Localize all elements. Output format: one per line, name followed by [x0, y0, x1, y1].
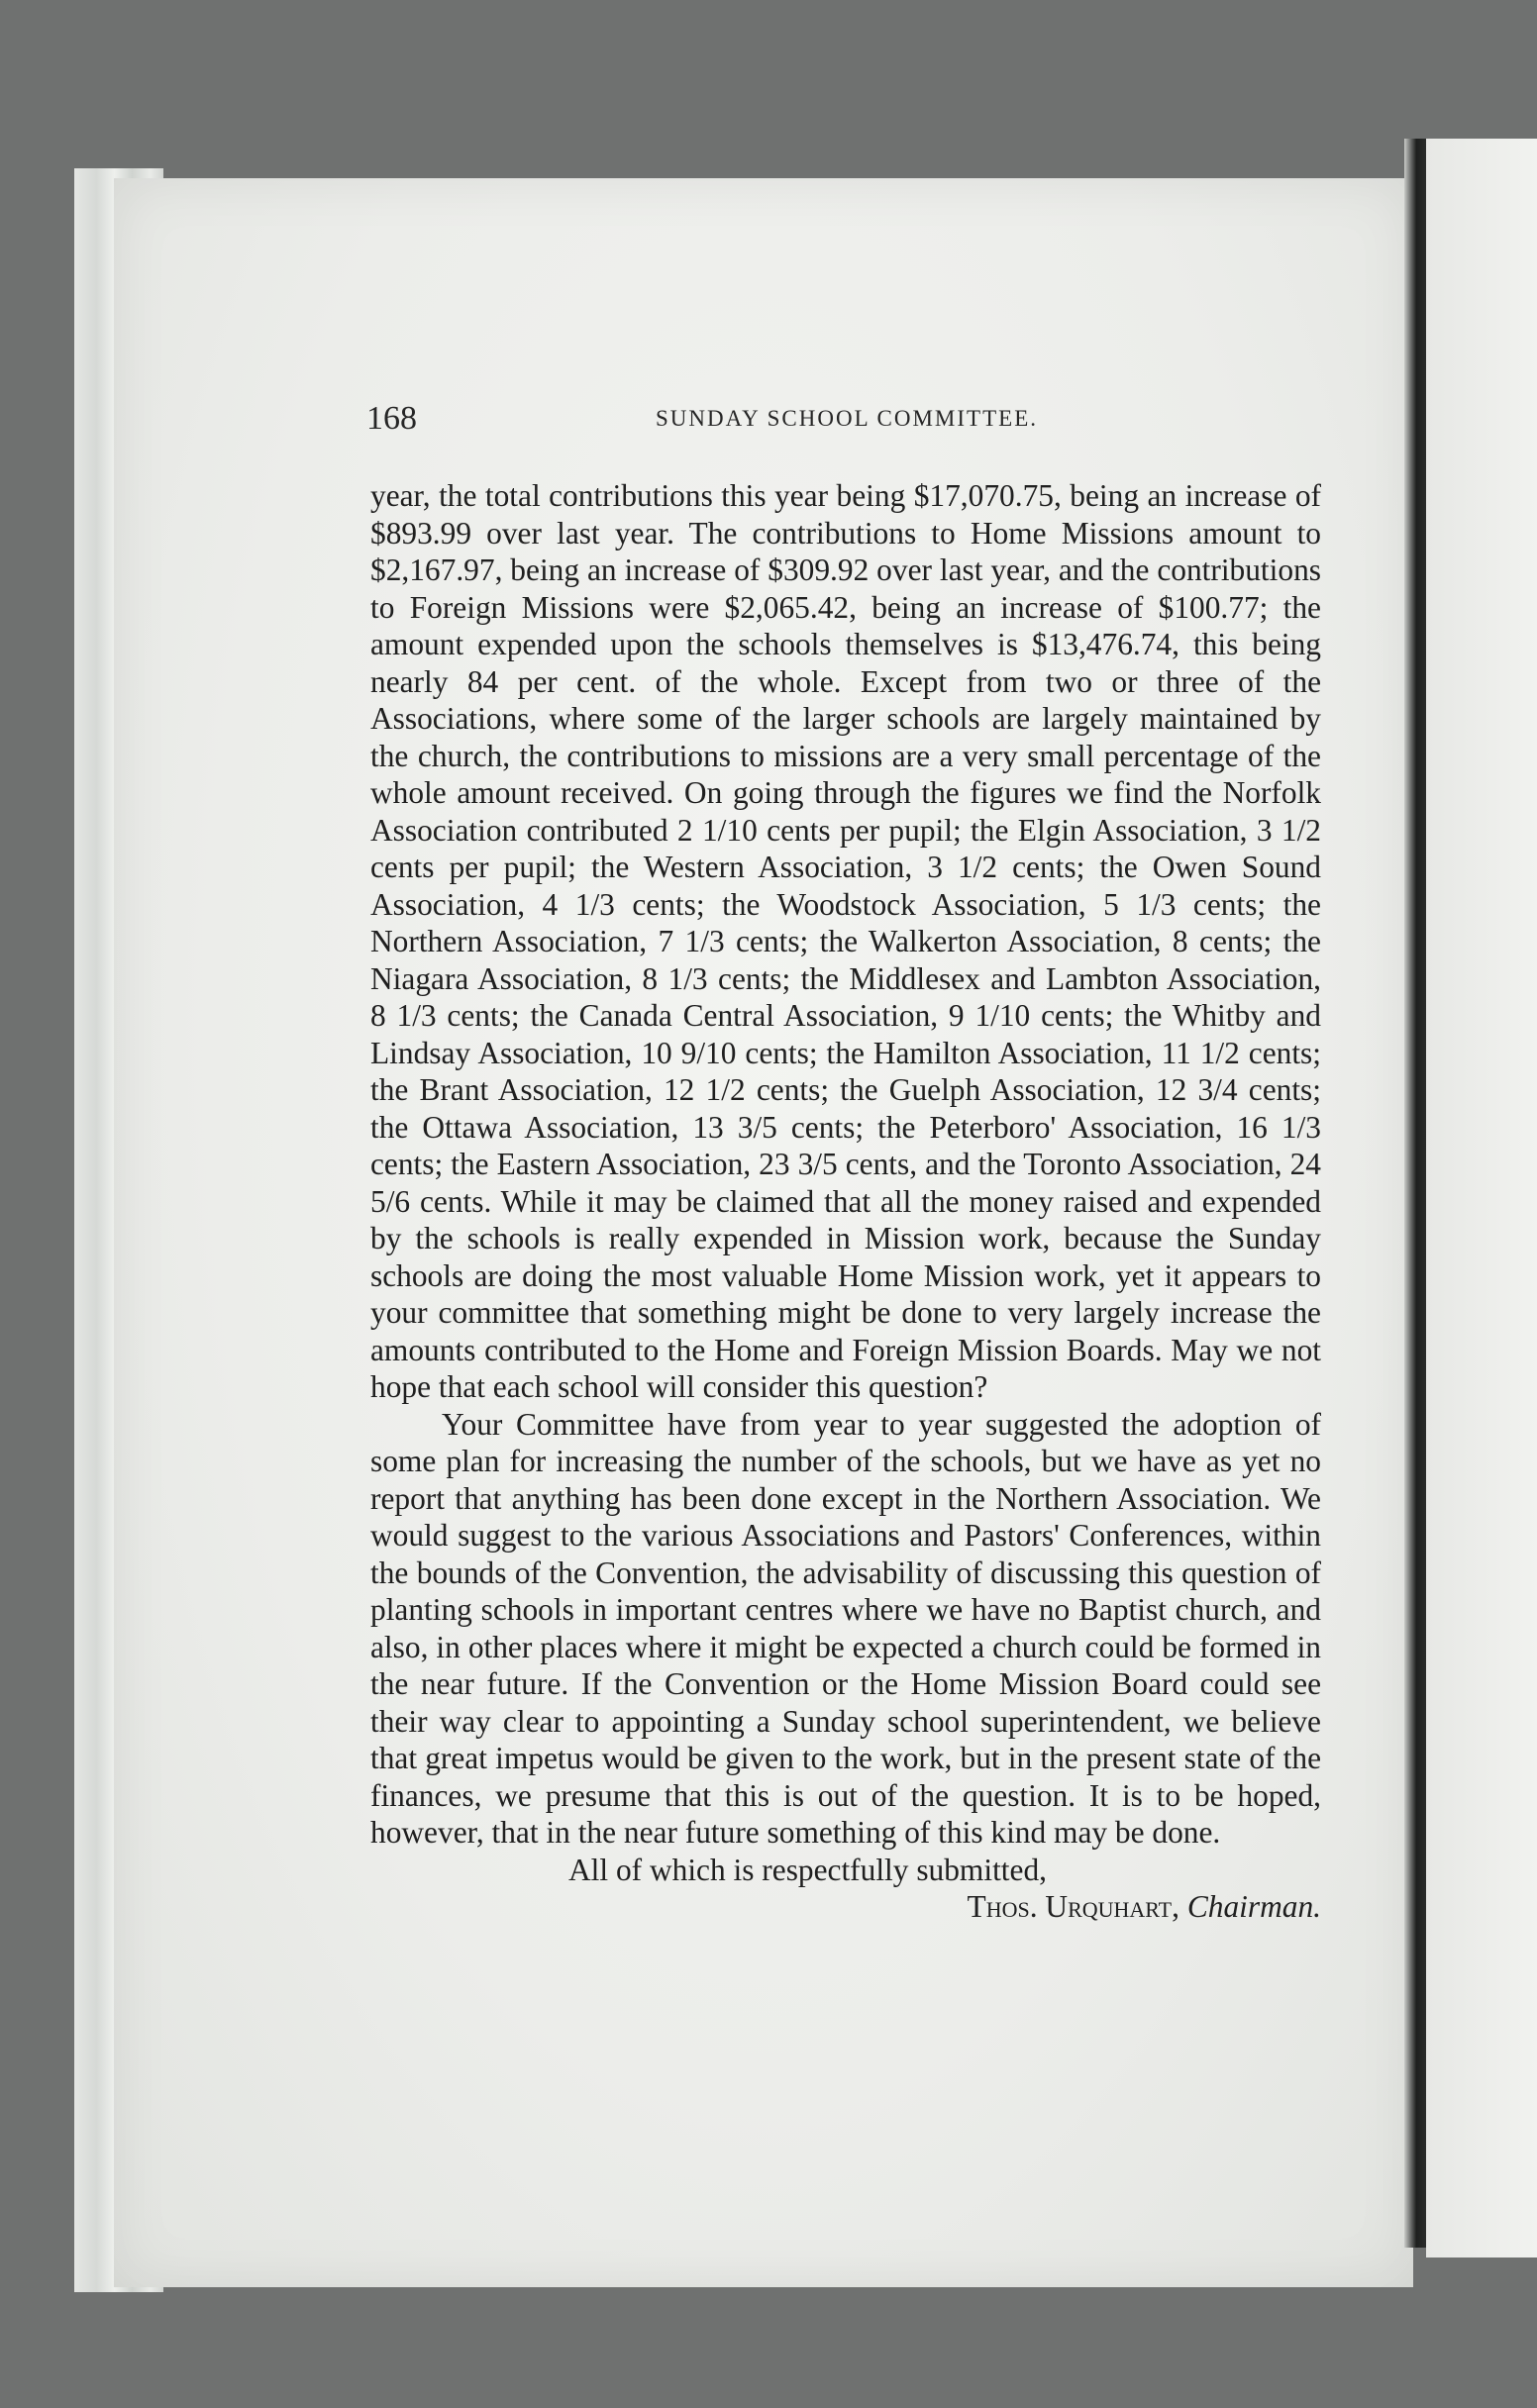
running-head: SUNDAY SCHOOL COMMITTEE. [656, 406, 1038, 431]
page-header [366, 400, 1327, 450]
paragraph-new-schools: Your Committee have from year to year suggested the adoption of some plan for increasing the number of the schools, but we have as yet no report that anything has been done except in the Northern Association. We would suggest to the various Associations and Pastors' Conferences, within the bounds of the Convention, the advisability of discussing this question of planting schools in important centres where we have no Baptist church, and also, in other places where it might be expected a church could be formed in the near future. If the Convention or the Home Mission Board could see their way clear to appointing a Sunday school superintendent, we believe that great impetus would be given to the work, but in the present state of the finances, we presume that this is out of the question. It is to be hoped, however, that in the near future something of this kind may be done. [370, 1406, 1321, 1850]
facing-page-edge [1426, 139, 1537, 2258]
signatory-name: Thos. Urquhart, [967, 1889, 1179, 1924]
report-body [370, 477, 1321, 1926]
page-number: 168 [366, 400, 417, 437]
closing-line: All of which is respectfully submitted, [568, 1852, 1047, 1887]
book-gutter [1404, 139, 1426, 2248]
signature-line [370, 1888, 1321, 1926]
signatory-title: Chairman. [1186, 1889, 1321, 1924]
paragraph-contributions: year, the total contributions this year being $17,070.75, being an increase of $893.99 over last year. The contributions to Home Missions amount to $2,167.97, being an increase of $309.92 over last year, and the contributions to Foreign Missions were $2,065.42, being an increase of $100.77; the amount expended upon the schools themselves is $13,476.74, this being nearly 84 per cent. of the whole. Except from two or three of the Associations, where some of the larger schools are largely maintained by the church, the contributions to missions are a very small percentage of the whole amount received. On going through the figures we find the Norfolk Association contributed 2 1/10 cents per pupil; the Elgin Association, 3 1/2 cents per pupil; the Western Association, 3 1/2 cents; the Owen Sound Association, 4 1/3 cents; the Woodstock Association, 5 1/3 cents; the Northern Association, 7 1/3 cents; the Walkerton Association, 8 cents; the Niagara Association, 8 1/3 cents; the Middlesex and Lambton Association, 8 1/3 cents; the Canada Central Association, 9 1/10 cents; the Whitby and Lindsay Association, 10 9/10 cents; the Hamilton Association, 11 1/2 cents; the Brant Association, 12 1/2 cents; the Guelph Association, 12 3/4 cents; the Ottawa Association, 13 3/5 cents; the Peterboro' Association, 16 1/3 cents; the Eastern Association, 23 3/5 cents, and the Toronto Association, 24 5/6 cents. While it may be claimed that all the money raised and expended by the schools is really expended in Mission work, because the Sunday schools are doing the most valuable Home Mission work, yet it appears to your committee that something might be done to very largely increase the amounts contributed to the Home and Foreign Mission Boards. May we not hope that each school will consider this question? [370, 478, 1321, 1404]
